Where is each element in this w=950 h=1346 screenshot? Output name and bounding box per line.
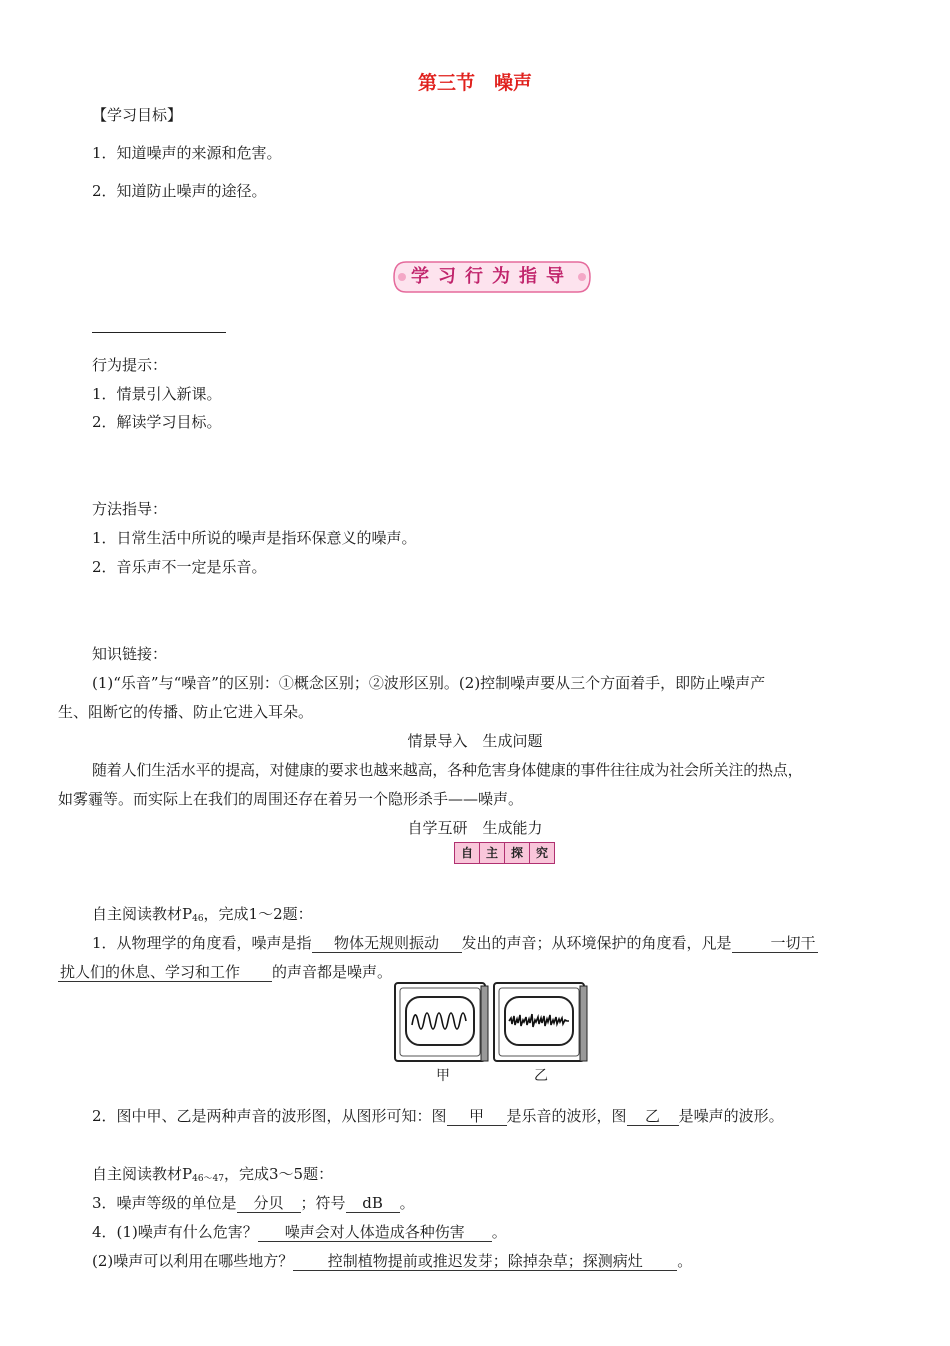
q1-answer-2a: 一切干 — [732, 935, 818, 953]
knowledge-line-2: 生、阻断它的传播、防止它进入耳朵。 — [58, 703, 314, 721]
q1-answer-1: 物体无规则振动 — [312, 935, 462, 953]
reading-2-page: 46～47 — [192, 1174, 224, 1184]
q1-text-1: 1．从物理学的角度看，噪声是指 — [92, 934, 312, 952]
knowledge-heading: 知识链接： — [92, 645, 168, 663]
q3-answer-2: dB — [346, 1195, 400, 1213]
q5-text-2: 。 — [677, 1252, 693, 1270]
q3-answer-1: 分贝 — [237, 1195, 301, 1213]
intro-line-2: 如雾霾等。而实际上在我们的周围还存在着另一个隐形杀手——噪声。 — [58, 790, 524, 808]
waveform-figure — [394, 981, 590, 1065]
page-title: 第三节 噪声 — [417, 72, 532, 94]
behavior-item-1: 1．情景引入新课。 — [92, 385, 222, 403]
q2-text-3: 是噪声的波形。 — [678, 1107, 784, 1125]
q5-text-1: (2)噪声可以利用在哪些地方？ — [92, 1252, 294, 1270]
q2-text-2: 是乐音的波形，图 — [506, 1107, 627, 1125]
objectives-heading: 【学习目标】 — [92, 106, 183, 124]
q2-answer-2: 乙 — [627, 1108, 679, 1126]
question-2 — [92, 1105, 784, 1126]
reading-1-page: 46 — [192, 914, 204, 924]
method-item-1: 1．日常生活中所说的噪声是指环保意义的噪声。 — [92, 529, 417, 547]
question-1-line-1 — [92, 932, 818, 953]
reading-1-post: ，完成1～2题： — [203, 905, 313, 923]
method-item-2: 2．音乐声不一定是乐音。 — [92, 558, 267, 576]
q2-answer-1: 甲 — [447, 1108, 507, 1126]
waveform-label-a: 甲 — [436, 1068, 450, 1084]
behavior-item-2: 2．解读学习目标。 — [92, 413, 222, 431]
intro-line-1: 随着人们生活水平的提高，对健康的要求也越来越高，各种危害身体健康的事件往往成为社会所关注的热点， — [92, 761, 803, 779]
question-1-line-2 — [58, 961, 392, 982]
q3-text-2: ；符号 — [300, 1194, 346, 1212]
q3-text-1: 3．噪声等级的单位是 — [92, 1194, 237, 1212]
question-4 — [92, 1221, 507, 1242]
section-heading-self-study: 自学互研 生成能力 — [407, 819, 543, 837]
objective-item-1: 1．知道噪声的来源和危害。 — [92, 144, 282, 162]
q4-text-1: 4．(1)噪声有什么危害？ — [92, 1223, 258, 1241]
waveform-panel-b — [494, 983, 587, 1061]
q1-text-3: 的声音都是噪声。 — [272, 963, 393, 981]
waveform-label-b: 乙 — [534, 1068, 548, 1084]
tag-char-3: 探 — [505, 843, 530, 863]
q4-answer-1: 噪声会对人体造成各种伤害 — [258, 1224, 492, 1242]
q5-answer-1: 控制植物提前或推迟发芽；除掉杂草；探测病灶 — [293, 1253, 677, 1271]
behavior-heading: 行为提示： — [92, 356, 168, 374]
tag-char-1: 自 — [455, 843, 480, 863]
tag-char-4: 究 — [530, 843, 554, 863]
question-5 — [92, 1250, 692, 1271]
tag-char-2: 主 — [480, 843, 505, 863]
reading-instruction-1 — [92, 903, 313, 924]
section-heading-intro: 情景导入 生成问题 — [407, 732, 543, 750]
q1-answer-2b: 扰人们的休息、学习和工作 — [58, 964, 272, 982]
question-3 — [92, 1192, 415, 1213]
q4-text-2: 。 — [491, 1223, 507, 1241]
section-banner — [392, 260, 592, 294]
reading-2-post: ，完成3～5题： — [224, 1165, 334, 1183]
divider-line — [92, 332, 226, 333]
q1-text-2: 发出的声音；从环境保护的角度看，凡是 — [461, 934, 732, 952]
banner-title: 学习行为指导 — [411, 266, 573, 287]
reading-1-pre: 自主阅读教材P — [92, 905, 193, 923]
q3-text-3: 。 — [399, 1194, 415, 1212]
q2-text-1: 2．图中甲、乙是两种声音的波形图，从图形可知：图 — [92, 1107, 447, 1125]
waveform-panel-a — [395, 983, 488, 1061]
reading-instruction-2 — [92, 1163, 333, 1184]
reading-2-pre: 自主阅读教材P — [92, 1165, 193, 1183]
objective-item-2: 2．知道防止噪声的途径。 — [92, 182, 267, 200]
self-explore-tag — [454, 842, 555, 864]
knowledge-line-1: (1)“乐音”与“噪音”的区别：①概念区别；②波形区别。(2)控制噪声要从三个方面着手，即防止噪声产 — [92, 674, 766, 692]
method-heading: 方法指导： — [92, 500, 168, 518]
